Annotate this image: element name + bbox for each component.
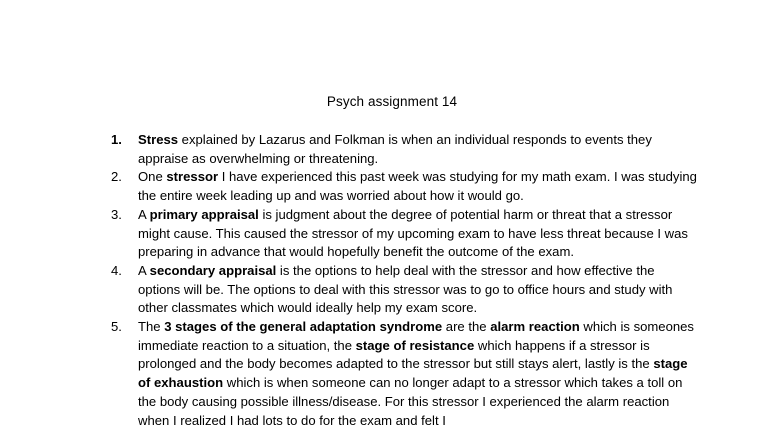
key-term: stage of resistance [355,337,475,353]
list-item-number: 4. [111,262,122,278]
list-item [107,262,697,318]
list-item-text [138,169,697,203]
answer-text: explained by Lazarus and Folkman is when an individual responds to events they appraise as overwhelming or threatening. [138,132,652,166]
list-item-number: 5. [111,319,122,335]
list-item [107,206,697,262]
list-item [107,131,697,168]
list-item-number: 3. [111,206,122,222]
answer-text: I have experienced this past week was studying for my math exam. I was studying the entire week leading up and was worried about how it would go. [138,169,697,204]
answer-list [107,131,697,430]
answer-text: The [138,319,165,335]
list-item [107,168,697,205]
list-item-number: 2. [111,169,122,185]
list-item-text [138,319,694,428]
key-term: Stress [138,132,179,147]
answer-text: is the options to help deal with the stressor and how effective the options will be. The options to deal with this stressor was to go to office hours and study with other classmates which would ideally help my exam score. [138,262,673,316]
answer-text: A [138,206,150,222]
key-term: secondary appraisal [149,262,277,278]
answer-text: are the [442,319,491,335]
key-term: stage of exhaustion [138,356,688,391]
answer-text: One [138,169,167,185]
answer-text: which happens if a stressor is prolonged and the body becomes adapted to the stressor but still stays alert, lastly is the [138,337,654,372]
key-term: stressor [166,169,219,185]
list-item [107,318,697,430]
list-item-text [138,263,672,315]
list-item-text [138,132,652,166]
answer-text: A [138,262,150,278]
answer-text: which is when someone can no longer adapt to a stressor which takes a toll on the body causing possible illness/disease. For this stressor I experienced the alarm reaction when I realized I had lots to do for the exam and felt I [138,375,683,428]
key-term: alarm reaction [490,319,580,335]
list-item-number: 1. [111,132,122,147]
list-item-text [138,207,688,259]
answer-text: is judgment about the degree of potential harm or threat that a stressor might cause. This caused the stressor of my upcoming exam to have less threat because I was preparing in advance that would hopefully benefit the outcome of the exam. [138,206,688,260]
key-term: 3 stages of the general adaptation syndrome [164,319,443,335]
key-term: primary appraisal [149,206,259,222]
answer-text: which is someones immediate reaction to a situation, the [138,319,694,353]
page-title: Psych assignment 14 [326,94,458,109]
